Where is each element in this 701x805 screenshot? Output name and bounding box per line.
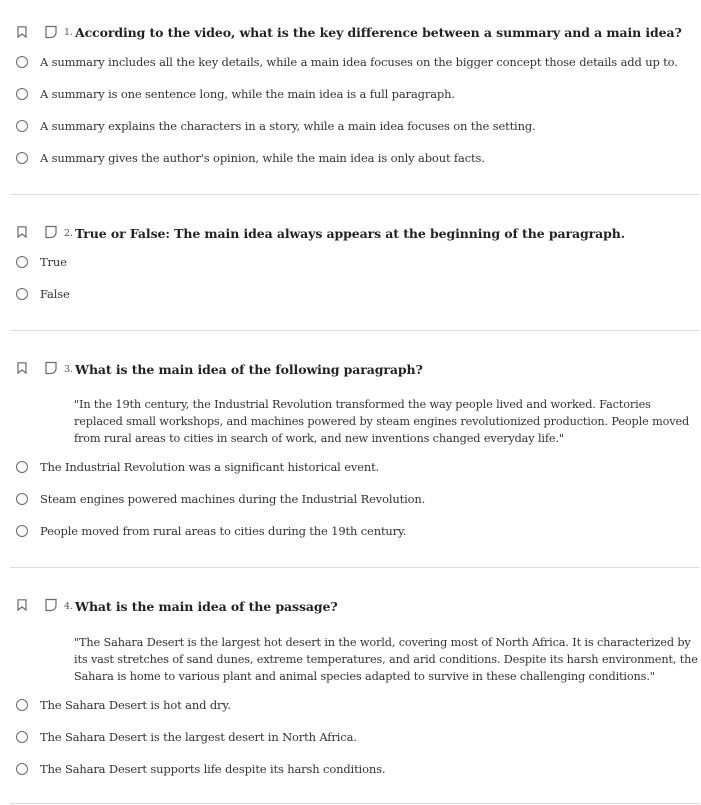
answer-option[interactable] [0, 286, 680, 306]
divider [10, 330, 699, 331]
answer-option[interactable] [0, 761, 680, 781]
radio-button[interactable] [16, 493, 28, 505]
radio-button[interactable] [16, 288, 28, 300]
answer-option[interactable] [0, 118, 680, 138]
answer-option[interactable] [0, 697, 680, 717]
option-label: False [40, 287, 70, 301]
question-text: What is the main idea of the following paragraph? [75, 362, 423, 377]
radio-button[interactable] [16, 152, 28, 164]
bookmark-icon[interactable] [17, 599, 27, 611]
bookmark-icon[interactable] [17, 226, 27, 238]
answer-option[interactable] [0, 86, 680, 106]
answer-option[interactable] [0, 459, 680, 479]
question-text: According to the video, what is the key difference between a summary and a main idea? [75, 25, 682, 40]
radio-button[interactable] [16, 763, 28, 775]
question-number: 3. [64, 364, 74, 375]
radio-button[interactable] [16, 461, 28, 473]
option-label: Steam engines powered machines during the Industrial Revolution. [40, 492, 426, 506]
question-number: 1. [64, 27, 74, 38]
answer-option[interactable] [0, 491, 680, 511]
radio-button[interactable] [16, 731, 28, 743]
passage-text: "In the 19th century, the Industrial Revolution transformed the way people lived and worked. Factories replaced small workshops, and machines powered by steam engines revolutionized production. People moved from rural areas to cities in search of work, and new inventions changed everyday life." [74, 398, 690, 445]
divider [10, 803, 699, 804]
answer-option[interactable] [0, 54, 680, 74]
radio-button[interactable] [16, 88, 28, 100]
bookmark-icon[interactable] [17, 362, 27, 374]
flag-icon[interactable] [44, 25, 58, 39]
question-text: True or False: The main idea always appears at the beginning of the paragraph. [75, 226, 625, 241]
flag-icon[interactable] [44, 225, 58, 239]
answer-option[interactable] [0, 523, 680, 543]
radio-button[interactable] [16, 56, 28, 68]
radio-button[interactable] [16, 699, 28, 711]
radio-button[interactable] [16, 120, 28, 132]
question-text: What is the main idea of the passage? [75, 599, 338, 614]
radio-button[interactable] [16, 525, 28, 537]
divider [10, 194, 699, 195]
divider [10, 567, 699, 568]
option-label: The Sahara Desert supports life despite its harsh conditions. [40, 762, 386, 776]
answer-option[interactable] [0, 150, 680, 170]
bookmark-icon[interactable] [17, 26, 27, 38]
option-label: The Industrial Revolution was a significant historical event. [40, 460, 380, 474]
option-label: The Sahara Desert is the largest desert in North Africa. [40, 730, 357, 744]
option-label: A summary gives the author's opinion, while the main idea is only about facts. [40, 151, 485, 165]
option-label: The Sahara Desert is hot and dry. [40, 698, 231, 712]
flag-icon[interactable] [44, 361, 58, 375]
option-label: A summary is one sentence long, while the main idea is a full paragraph. [40, 87, 455, 101]
option-label: People moved from rural areas to cities during the 19th century. [40, 524, 407, 538]
flag-icon[interactable] [44, 598, 58, 612]
question-number: 4. [64, 601, 74, 612]
radio-button[interactable] [16, 256, 28, 268]
option-label: A summary explains the characters in a story, while a main idea focuses on the setting. [40, 119, 536, 133]
answer-option[interactable] [0, 729, 680, 749]
option-label: True [40, 255, 67, 269]
answer-option[interactable] [0, 254, 680, 274]
passage-text: "The Sahara Desert is the largest hot desert in the world, covering most of North Africa. It is characterized by its vast stretches of sand dunes, extreme temperatures, and arid conditions. Despite its harsh environment, the Sahara is home to various plant and animal species adapted to survive in these challenging conditions." [74, 636, 698, 683]
option-label: A summary includes all the key details, while a main idea focuses on the bigger concept those details add up to. [40, 55, 678, 69]
question-number: 2. [64, 228, 74, 239]
